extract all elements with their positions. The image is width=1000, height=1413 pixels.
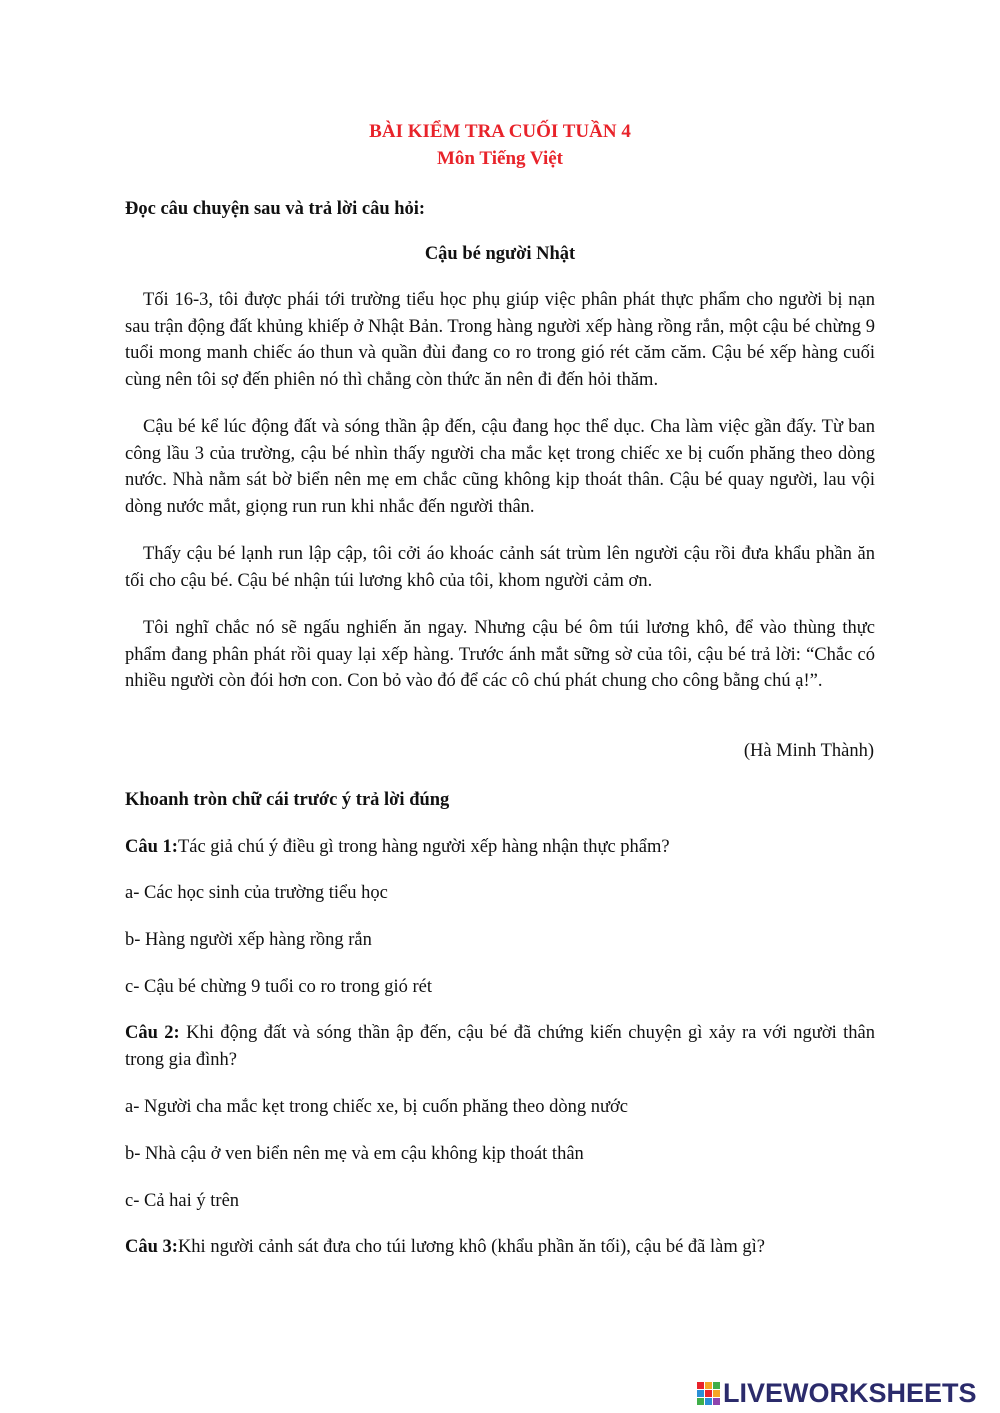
- section-heading: Khoanh tròn chữ cái trước ý trả lời đúng: [125, 790, 450, 810]
- liveworksheets-logo-icon: [697, 1382, 720, 1405]
- reading-instruction: Đọc câu chuyện sau và trả lời câu hỏi:: [125, 199, 426, 219]
- liveworksheets-logo-text: LIVEWORKSHEETS: [723, 1377, 977, 1408]
- story-author: (Hà Minh Thành): [743, 741, 874, 761]
- question-2: [125, 1020, 875, 1073]
- question-2-text: Khi động đất và sóng thần ập đến, cậu bé đã chứng kiến chuyện gì xảy ra với người thân trong gia đình?: [125, 1023, 875, 1070]
- question-2-option-c[interactable]: c- Cả hai ý trên: [125, 1191, 240, 1211]
- question-2-label: Câu 2:: [125, 1023, 180, 1043]
- question-1-text: Tác giả chú ý điều gì trong hàng người xếp hàng nhận thực phẩm?: [177, 837, 670, 857]
- question-1-option-b[interactable]: b- Hàng người xếp hàng rồng rắn: [125, 930, 372, 950]
- story-title: Cậu bé người Nhật: [424, 244, 576, 264]
- question-3-label: Câu 3:: [125, 1237, 178, 1257]
- question-1-label: Câu 1:: [125, 837, 178, 857]
- story-paragraph-4: Tôi nghĩ chắc nó sẽ ngấu nghiến ăn ngay. Nhưng cậu bé ôm túi lương khô, để vào thùng thực phẩm đang phân phát rồi quay lại xếp hàng. Trước ánh mắt sững sờ của tôi, cậu bé trả lời: “Chắc có nhiều người còn đói hơn con. Con bỏ vào đó để các cô chú phát chung cho công bằng chú ạ!”.: [125, 618, 875, 691]
- story-paragraph-1: Tối 16-3, tôi được phái tới trường tiểu học phụ giúp việc phân phát thực phẩm cho người bị nạn sau trận động đất khủng khiếp ở Nhật Bản. Trong hàng người xếp hàng rồng rắn, một cậu bé chừng 9 tuổi mong manh chiếc áo thun và quần đùi đang co ro trong gió rét căm căm. Cậu bé xếp hàng cuối cùng nên tôi sợ đến phiên nó thì chẳng còn thức ăn nên đi đến hỏi thăm.: [125, 290, 875, 390]
- question-2-option-a[interactable]: a- Người cha mắc kẹt trong chiếc xe, bị cuốn phăng theo dòng nước: [125, 1097, 628, 1117]
- page-subtitle: Môn Tiếng Việt: [437, 148, 563, 169]
- question-3-text: Khi người cảnh sát đưa cho túi lương khô (khẩu phần ăn tối), cậu bé đã làm gì?: [177, 1237, 765, 1257]
- story-paragraph-2: Cậu bé kể lúc động đất và sóng thần ập đến, cậu đang học thể dục. Cha làm việc gần đấy. Từ ban công lầu 3 của trường, cậu bé nhìn thấy người cha mắc kẹt trong chiếc xe bị cuốn phăng theo dòng nước. Nhà nằm sát bờ biển nên mẹ em chắc cũng không kịp thoát thân. Cậu bé quay người, lau vội dòng nước mắt, giọng run run khi nhắc đến người thân.: [125, 417, 875, 517]
- page-title: BÀI KIỂM TRA CUỐI TUẦN 4: [369, 121, 631, 142]
- question-1: [125, 834, 875, 861]
- question-1-option-c[interactable]: c- Cậu bé chừng 9 tuổi co ro trong gió rét: [125, 977, 432, 997]
- question-3: [125, 1234, 875, 1261]
- liveworksheets-logo: [697, 1378, 977, 1408]
- story-paragraph-3: Thấy cậu bé lạnh run lập cập, tôi cởi áo khoác cảnh sát trùm lên người cậu rồi đưa khẩu phần ăn tối cho cậu bé. Cậu bé nhận túi lương khô của tôi, khom người cảm ơn.: [125, 544, 875, 591]
- question-2-option-b[interactable]: b- Nhà cậu ở ven biển nên mẹ và em cậu không kịp thoát thân: [125, 1144, 584, 1164]
- question-1-option-a[interactable]: a- Các học sinh của trường tiểu học: [125, 883, 388, 903]
